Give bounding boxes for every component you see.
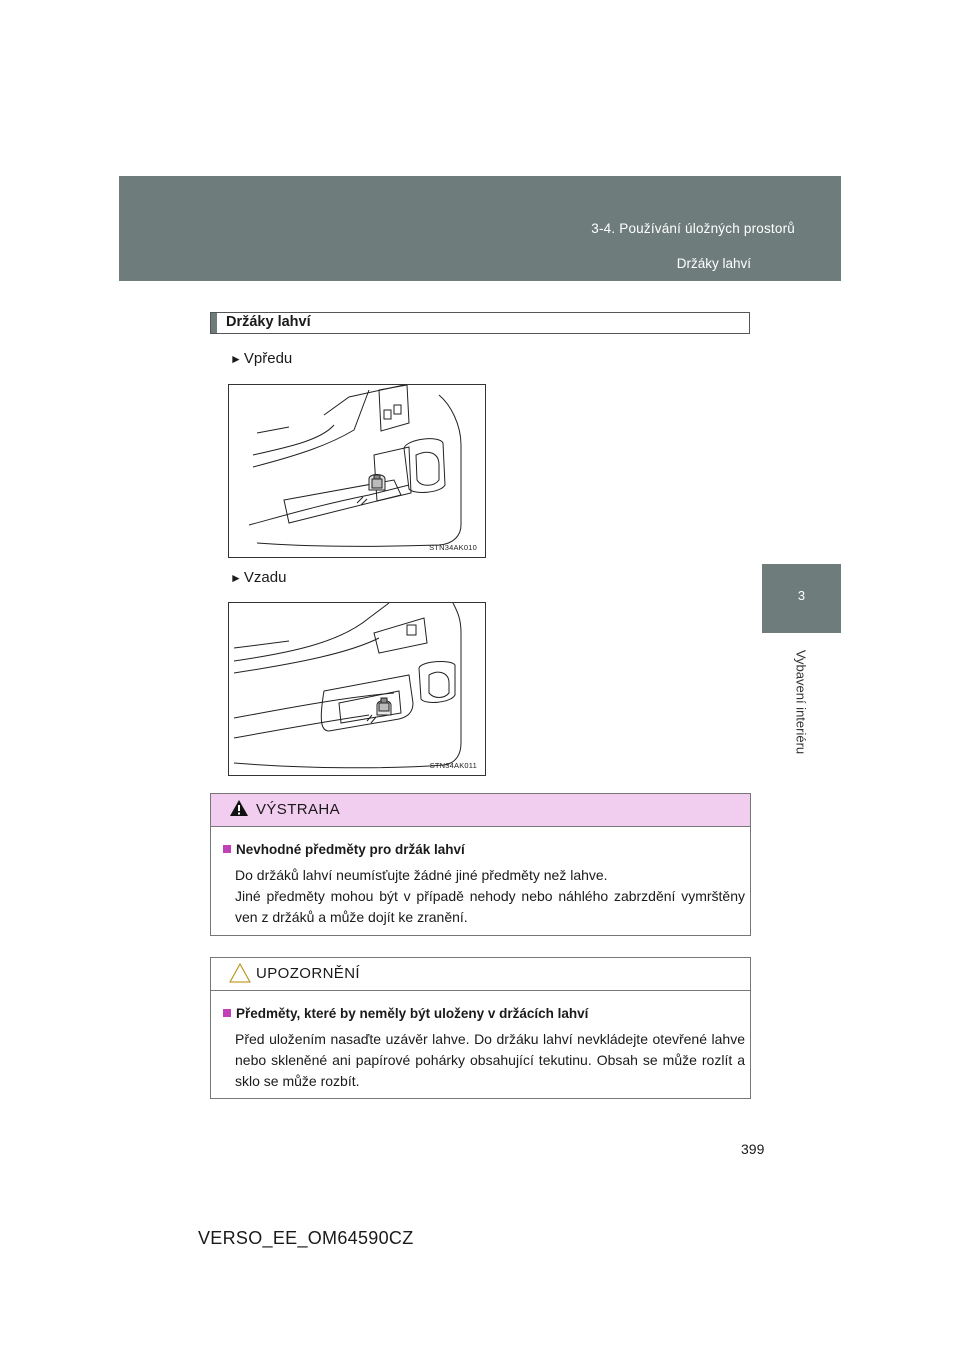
front-label: [230, 350, 292, 367]
caution-title: UPOZORNĚNÍ: [256, 965, 361, 982]
warning-item-title-text: Nevhodné předměty pro držák lahví: [236, 842, 465, 857]
caution-item-title-text: Předměty, které by neměly být uloženy v držácích lahví: [236, 1006, 589, 1021]
caution-header: [211, 958, 750, 991]
rear-label: [230, 569, 286, 586]
front-figure-code: STN34AK010: [429, 543, 477, 552]
page-number: 399: [741, 1141, 765, 1157]
caution-body: [211, 991, 750, 1092]
warning-line1: Do držáků lahví neumísťujte žádné jiné předměty než lahve.: [235, 867, 608, 883]
front-door-drawing: [229, 385, 485, 557]
warning-box: [210, 793, 751, 936]
section-title-text: Držáky lahví: [226, 314, 311, 330]
header-band: [119, 176, 841, 281]
section-title-bar: [211, 313, 217, 333]
front-label-text: Vpředu: [243, 350, 293, 367]
chapter-tab-label: Vybavení interiéru: [793, 649, 809, 755]
warning-header: [211, 794, 750, 827]
rear-illustration: [228, 602, 486, 776]
square-bullet-icon: [223, 1009, 231, 1017]
rear-label-text: Vzadu: [243, 569, 287, 586]
warning-title: VÝSTRAHA: [256, 801, 341, 818]
header-section-title: 3-4. Používání úložných prostorů: [591, 221, 795, 236]
rear-door-drawing: [229, 603, 485, 775]
triangle-right-icon: ►: [230, 571, 242, 585]
front-illustration: [228, 384, 486, 558]
caution-box: [210, 957, 751, 1099]
triangle-right-icon: ►: [230, 352, 242, 366]
warning-line2: Jiné předměty mohou být v případě nehody nebo náhlého zabrzdění vymrštěny ven z držáků a může dojít ke zranění.: [235, 888, 745, 925]
document-code: VERSO_EE_OM64590CZ: [198, 1228, 414, 1248]
caution-text: Před uložením nasaďte uzávěr lahve. Do držáku lahví nevkládejte otevřené lahve nebo skleněné ani papírové pohárky obsahující tekutinu. Obsah se může rozlít a sklo se může rozbít.: [235, 1031, 745, 1089]
rear-figure-code: STN34AK011: [429, 761, 477, 770]
header-subsection-title: Držáky lahví: [676, 256, 751, 271]
chapter-tab-number: 3: [762, 564, 841, 633]
warning-item-title: [223, 839, 745, 860]
caution-item-title: [223, 1003, 745, 1024]
warning-body: [211, 827, 750, 928]
square-bullet-icon: [223, 845, 231, 853]
section-title: [210, 312, 750, 334]
warning-triangle-icon: [229, 799, 249, 822]
caution-triangle-icon: [229, 963, 251, 988]
